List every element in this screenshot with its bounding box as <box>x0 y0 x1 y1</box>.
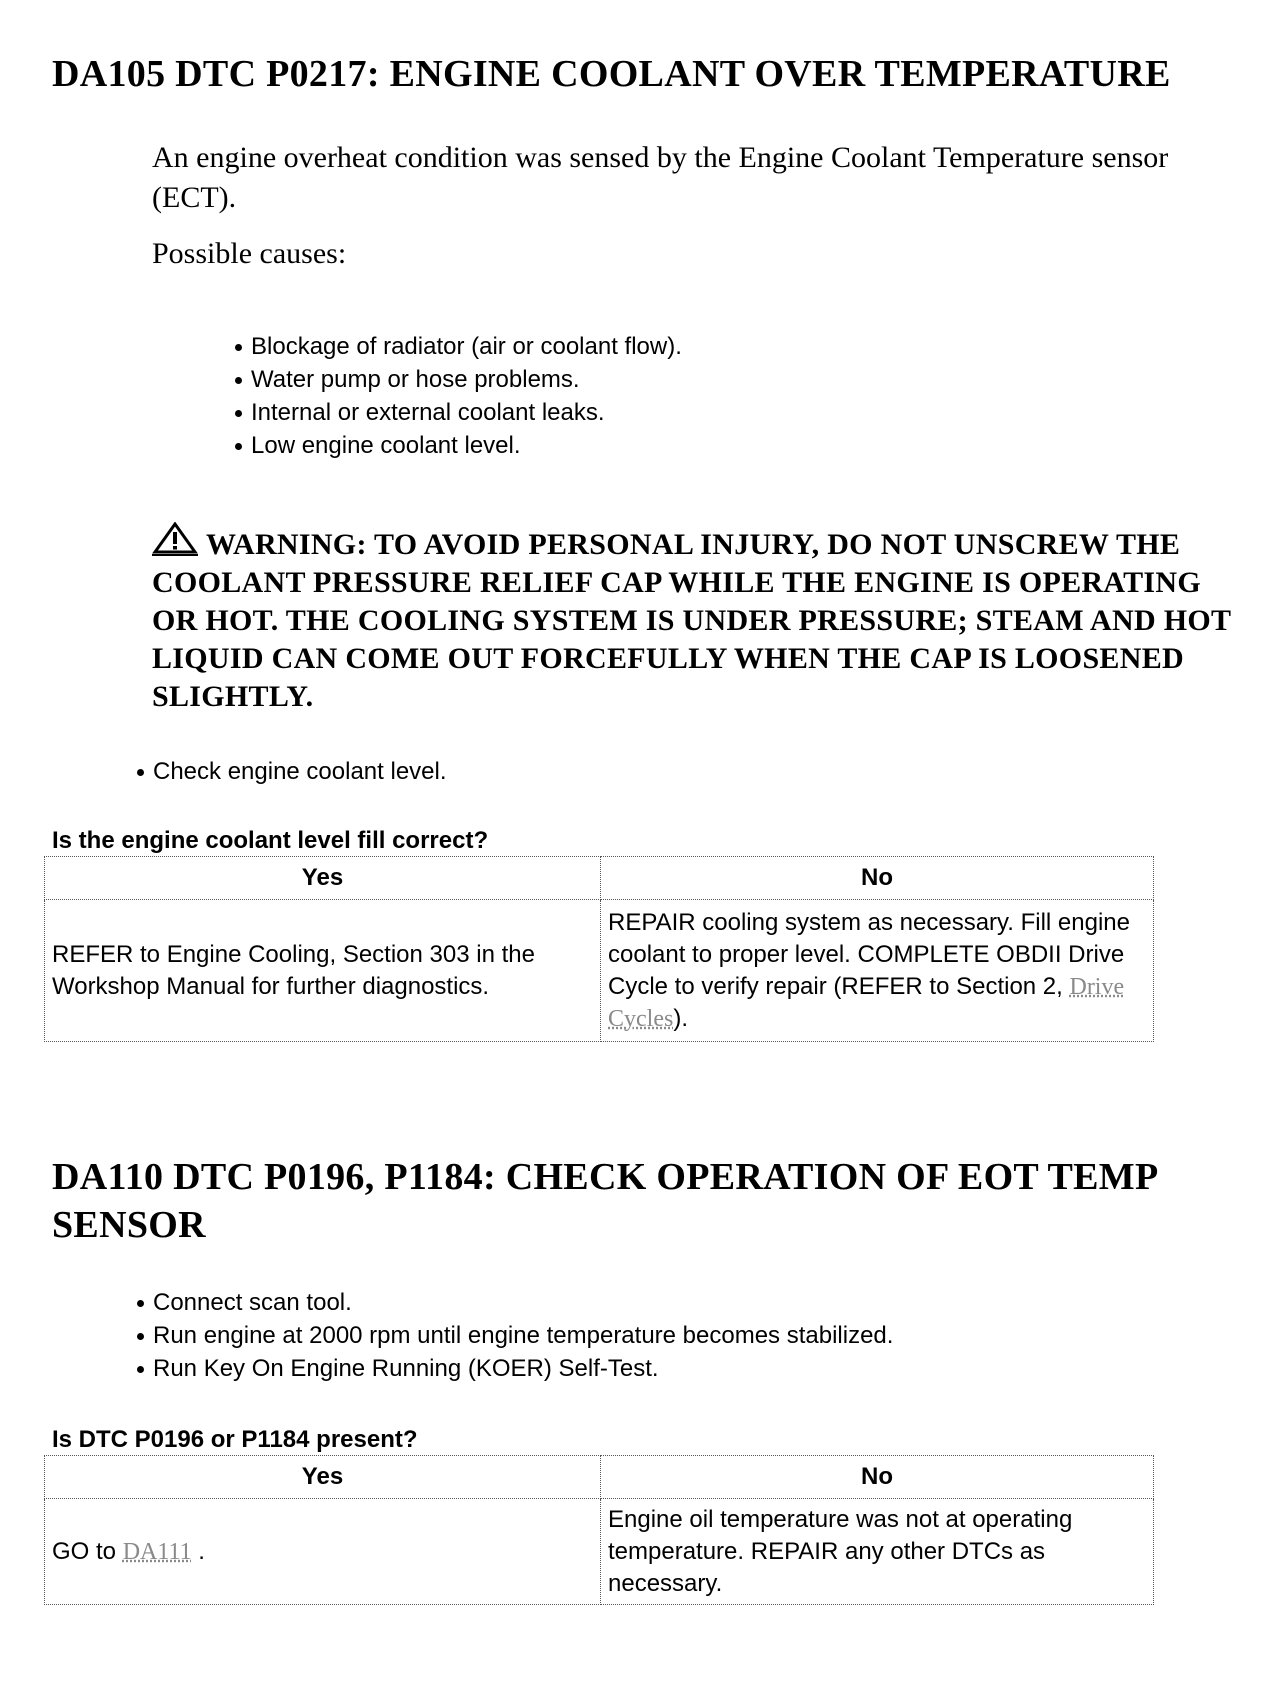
no-cell-text-end: ). <box>673 1004 688 1032</box>
decision-table-coolant <box>44 856 1154 1042</box>
list-item: Water pump or hose problems. <box>233 363 682 396</box>
warning-text: WARNING: TO AVOID PERSONAL INJURY, DO NOT UNSCREW THE COOLANT PRESSURE RELIEF CAP WHILE THE ENGINE IS OPERATING OR HOT. THE COOLING SYSTEM IS UNDER PRESSURE; STEAM AND HOT LIQUID CAN COME OUT FORCEFULLY WHEN THE CAP IS LOOSENED SLIGHTLY. <box>152 528 1231 713</box>
yes-cell: REFER to Engine Cooling, Section 303 in the Workshop Manual for further diagnostics. <box>45 900 601 1042</box>
drive-cycles-link[interactable]: Drive Cycles <box>608 973 1125 1032</box>
test-steps-list <box>135 1286 893 1385</box>
question-dtc-present: Is DTC P0196 or P1184 present? <box>52 1426 418 1453</box>
no-cell-text: REPAIR cooling system as necessary. Fill engine coolant to proper level. COMPLETE OBDII Drive Cycle to verify repair (REFER to Section 2, <box>608 908 1130 1000</box>
list-item: Internal or external coolant leaks. <box>233 396 682 429</box>
yes-cell-text-end: . <box>191 1537 205 1565</box>
yes-cell-text: GO to <box>52 1537 123 1565</box>
check-steps-list <box>135 755 447 788</box>
no-cell: Engine oil temperature was not at operating temperature. REPAIR any other DTCs as necessary. <box>601 1499 1154 1605</box>
warning-block <box>152 522 1232 716</box>
possible-causes-label: Possible causes: <box>152 237 347 270</box>
yes-header: Yes <box>45 857 601 900</box>
no-header: No <box>601 857 1154 900</box>
question-coolant-level: Is the engine coolant level fill correct? <box>52 827 489 854</box>
list-item: Blockage of radiator (air or coolant flow). <box>233 330 682 363</box>
list-item: Low engine coolant level. <box>233 429 682 462</box>
list-item: Run engine at 2000 rpm until engine temperature becomes stabilized. <box>135 1319 893 1352</box>
list-item: Run Key On Engine Running (KOER) Self-Test. <box>135 1352 893 1385</box>
decision-table-dtc <box>44 1455 1154 1605</box>
intro-paragraph: An engine overheat condition was sensed by the Engine Coolant Temperature sensor (ECT). <box>152 141 1169 214</box>
no-cell <box>601 900 1154 1042</box>
section-heading-da110: DA110 DTC P0196, P1184: CHECK OPERATION OF EOT TEMP SENSOR <box>52 1156 1157 1246</box>
list-item: Connect scan tool. <box>135 1286 893 1319</box>
warning-triangle-icon <box>152 522 198 556</box>
yes-cell <box>45 1499 601 1605</box>
possible-causes-list <box>233 330 682 462</box>
no-header: No <box>601 1456 1154 1499</box>
da111-link[interactable]: DA111 <box>122 1538 192 1565</box>
yes-header: Yes <box>45 1456 601 1499</box>
list-item: Check engine coolant level. <box>135 755 447 788</box>
section-heading-da105: DA105 DTC P0217: ENGINE COOLANT OVER TEMPERATURE <box>52 53 1171 95</box>
